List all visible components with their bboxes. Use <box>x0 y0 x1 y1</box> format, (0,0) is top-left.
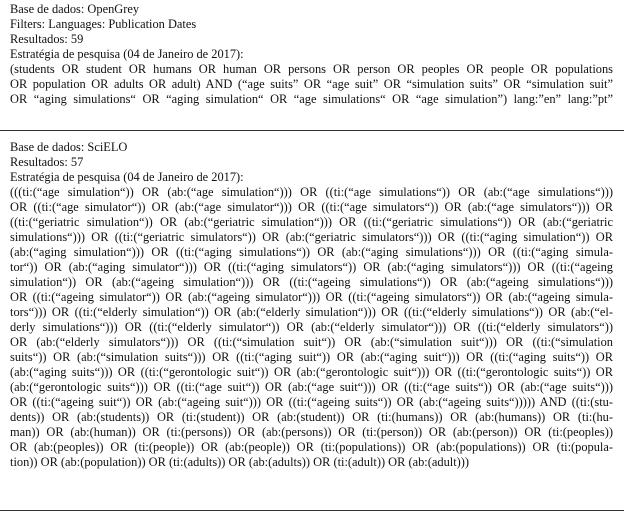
opengrey-results: Resultados: 59 <box>10 32 84 46</box>
scielo-query-line: suits“)) OR (ab:(“simulation suits“))) OR ((ti:(“aging suit“)) OR (ab:(“aging suit“))) OR ((ti:(“aging suits“)) OR <box>10 350 613 364</box>
scielo-query-line: man)) OR (ab:(human)) OR (ti:(persons)) OR (ab:(persons)) OR (ti:(person)) OR (ab:(person)) OR (ti:(peoples)) <box>10 425 613 439</box>
scielo-query-line: simulations“))) OR ((ti:(“geriatric simulators“)) OR (ab:(“geriatric simulators“))) OR ((ti:(“aging simulation“)) OR <box>10 230 613 244</box>
scielo-query-line: tors“))) OR ((ti:(“elderly simulation“)) OR (ab:(“elderly simulation“))) OR ((ti:(“elderly simulations“)) OR (ab:(“el- <box>10 305 613 319</box>
opengrey-query-line: OR population OR adults OR adult) AND (“age suits” OR “age suit” OR “simulation suits” OR “simulation suit” <box>10 77 613 91</box>
opengrey-query-line: (students OR student OR humans OR human OR persons OR person OR peoples OR people OR populations <box>10 62 613 76</box>
section-divider <box>0 130 624 131</box>
scielo-query-line: (((ti:(“age simulation“)) OR (ab:(“age simulation“))) OR ((ti:(“age simulations“)) OR (ab:(“age simulations“))) <box>10 185 613 199</box>
opengrey-database: Base de dados: OpenGrey <box>10 2 140 16</box>
scielo-database: Base de dados: SciELO <box>10 140 128 154</box>
scielo-query-line: (ab:(“aging simulation“))) OR ((ti:(“aging simulations“)) OR (ab:(“aging simulations“))) OR ((ti:(“aging simula- <box>10 245 613 259</box>
scielo-query-line: dents)) OR (ab:(students)) OR (ti:(student)) OR (ab:(student)) OR (ti:(humans)) OR (ab:(humans)) OR (ti:(hu- <box>10 410 613 424</box>
scielo-query-line: (ab:(“gerontologic suits“))) OR ((ti:(“age suit“)) OR (ab:(“age suit“))) OR ((ti:(“age suits“)) OR (ab:(“age suits“))) <box>10 380 613 394</box>
scielo-results: Resultados: 57 <box>10 155 84 169</box>
scielo-query-line: tion)) OR (ab:(population)) OR (ti:(adults)) OR (ab:(adults)) OR (ti:(adult)) OR (ab:(adult))) <box>10 455 470 469</box>
scielo-query-line: OR ((ti:(“ageing simulator“)) OR (ab:(“ageing simulator“))) OR ((ti:(“ageing simulators“)) OR (ab:(“ageing simula- <box>10 290 613 304</box>
opengrey-query-line: OR “aging simulations“ OR “aging simulation“ OR “age simulations“ OR “age simulation”) lang:”en” lang:”pt” <box>10 92 613 106</box>
scielo-query-line: OR ((ti:(“age simulator“)) OR (ab:(“age simulator“))) OR ((ti:(“age simulators“)) OR (ab:(“age simulators“))) OR <box>10 200 613 214</box>
scielo-query-line: ((ti:(“geriatric simulation“)) OR (ab:(“geriatric simulation“))) OR ((ti:(“geriatric simulations“)) OR (ab:(“geriatric <box>10 215 613 229</box>
scielo-query-line: derly simulations“))) OR ((ti:(“elderly simulator“)) OR (ab:(“elderly simulator“))) OR ((ti:(“elderly simulators“)) <box>10 320 613 334</box>
bottom-rule <box>0 510 624 511</box>
scielo-query-line: simulation“)) OR (ab:(“ageing simulation“))) OR ((ti:(“ageing simulations“)) OR (ab:(“ageing simulations“))) <box>10 275 613 289</box>
opengrey-filters: Filters: Languages: Publication Dates <box>10 17 197 31</box>
scielo-query-line: OR (ab:(peoples)) OR (ti:(people)) OR (ab:(people)) OR (ti:(populations)) OR (ab:(populations)) OR (ti:(popula- <box>10 440 613 454</box>
scielo-query-line: tor“)) OR (ab:(“aging simulator“))) OR ((ti:(“aging simulators“)) OR (ab:(“aging simulators“))) OR ((ti:(“ageing <box>10 260 613 274</box>
scielo-query-line: OR (ab:(“elderly simulators“))) OR ((ti:(“simulation suit“)) OR (ab:(“simulation suit“))) OR ((ti:(“simulation <box>10 335 613 349</box>
scielo-query-line: (ab:(“aging suits“))) OR ((ti:(“gerontologic suit“)) OR (ab:(“gerontologic suit“))) OR ((ti:(“gerontologic suits“)) OR <box>10 365 613 379</box>
opengrey-strategy-label: Estratégia de pesquisa (04 de Janeiro de 2017): <box>10 47 244 61</box>
scielo-query-line: OR ((ti:(“ageing suit“)) OR (ab:(“ageing suit“))) OR ((ti:(“ageing suits“)) OR (ab:(“ageing suits“))))) AND ((ti:(stu- <box>10 395 613 409</box>
scielo-strategy-label: Estratégia de pesquisa (04 de Janeiro de 2017): <box>10 170 244 184</box>
